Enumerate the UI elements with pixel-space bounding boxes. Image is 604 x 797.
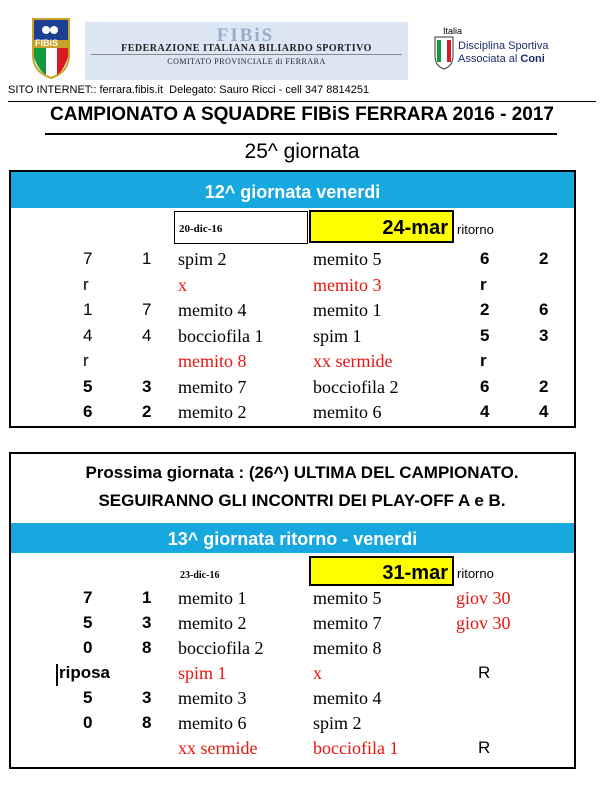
federation-name: FEDERAZIONE ITALIANA BILIARDO SPORTIVO (121, 43, 372, 54)
score-first-home: 5 (83, 376, 93, 396)
section-2-date-first: 23-dic-16 (180, 570, 220, 581)
section-1-heading: 12^ giornata venerdi (11, 172, 574, 208)
away-team: bocciofila 1 (313, 738, 399, 758)
score-first-away: 8 (142, 713, 152, 732)
away-team: bocciofila 2 (313, 376, 399, 397)
score-first-home: 4 (83, 325, 93, 345)
score-first-home: riposa (59, 663, 111, 682)
section-1-return-label: ritorno (457, 222, 494, 237)
home-team: x (178, 274, 187, 295)
next-round-line-1: Prossima giornata : (26^) ULTIMA DEL CAMPIONATO. (85, 463, 519, 482)
coni-line-2: Associata al Coni (458, 53, 545, 65)
result-row (0, 613, 604, 639)
result-row (0, 326, 604, 352)
return-note: giov 30 (456, 613, 511, 633)
score-first-away: 2 (142, 402, 152, 421)
score-first-away: 3 (142, 613, 152, 632)
score-return-home: 2 (480, 300, 490, 319)
score-return-away: 2 (539, 249, 549, 268)
result-row (0, 738, 604, 764)
away-team: xx sermide (313, 351, 393, 371)
score-return-home: r (480, 351, 487, 370)
score-return-away: 6 (539, 300, 549, 319)
result-row (0, 249, 604, 275)
away-team: memito 5 (313, 588, 382, 608)
score-first-home: 7 (83, 249, 93, 268)
score-return-home: r (480, 274, 487, 294)
banner-rule (91, 54, 402, 55)
home-team: memito 7 (178, 376, 247, 397)
home-team: memito 2 (178, 402, 247, 422)
score-first-away: 8 (142, 638, 152, 657)
home-team: bocciofila 2 (178, 638, 264, 658)
result-row (0, 402, 604, 428)
home-team: bocciofila 1 (178, 325, 264, 346)
section-2-return-label: ritorno (457, 566, 494, 581)
return-note: giov 30 (456, 588, 511, 608)
title-underline (45, 133, 557, 135)
return-note: R (478, 738, 491, 757)
away-team: spim 1 (313, 325, 362, 346)
away-team: memito 3 (313, 274, 382, 295)
away-team: memito 4 (313, 688, 382, 708)
score-first-home: 0 (83, 713, 93, 732)
score-return-away: 4 (539, 402, 549, 421)
round-label: 25^ giornata (244, 140, 360, 163)
home-team: spim 1 (178, 663, 227, 683)
section-2-date-return: 31-mar (309, 556, 454, 586)
score-first-away: 7 (142, 300, 152, 319)
section-1-date-first: 20-dic-16 (174, 211, 308, 244)
result-row (0, 588, 604, 614)
score-return-away: 2 (539, 376, 549, 396)
home-team: memito 6 (178, 713, 247, 733)
federation-banner (85, 22, 408, 80)
away-team: x (313, 663, 322, 683)
coni-shield-icon (434, 36, 454, 70)
score-return-home: 5 (480, 325, 490, 345)
result-row (0, 275, 604, 301)
score-first-away: 3 (142, 376, 152, 396)
coni-logo (432, 26, 592, 76)
away-team: memito 5 (313, 249, 382, 269)
result-row (0, 300, 604, 326)
score-first-home: 6 (83, 402, 93, 421)
score-return-home: 6 (480, 376, 490, 396)
home-team: memito 1 (178, 588, 247, 608)
home-team: memito 3 (178, 688, 247, 708)
score-first-home: 1 (83, 300, 93, 319)
score-first-away: 1 (142, 249, 152, 268)
contact-line: SITO INTERNET:: ferrara.fibis.it Delegato: Sauro Ricci - cell 347 8814251 (8, 84, 370, 96)
fibis-logo-text: FIBiS (35, 38, 59, 48)
coni-italia: Italia (443, 26, 463, 36)
score-first-away: 3 (142, 688, 152, 707)
section-1-date-return: 24-mar (309, 210, 454, 243)
score-first-home: r (83, 351, 89, 370)
score-first-home: 5 (83, 613, 93, 632)
home-team: memito 8 (178, 351, 247, 371)
score-first-away: 4 (142, 325, 152, 345)
away-team: memito 1 (313, 300, 382, 320)
away-team: spim 2 (313, 713, 362, 733)
next-round-line-2: SEGUIRANNO GLI INCONTRI DEI PLAY-OFF A e B. (98, 491, 506, 510)
page-title: CAMPIONATO A SQUADRE FIBiS FERRARA 2016 - 2017 (50, 104, 554, 125)
result-row (0, 638, 604, 664)
score-first-home: 0 (83, 638, 93, 657)
score-first-away: 1 (142, 588, 152, 607)
banner-logo-text: FIBiS (216, 25, 275, 46)
away-team: memito 7 (313, 613, 382, 633)
section-2-heading: 13^ giornata ritorno - venerdi (11, 523, 574, 553)
fibis-logo (30, 17, 72, 79)
committee-name: COMITATO PROVINCIALE di FERRARA (167, 57, 326, 66)
away-team: memito 8 (313, 638, 382, 658)
score-return-home: 6 (480, 249, 490, 268)
away-team: memito 6 (313, 402, 382, 422)
result-row (0, 351, 604, 377)
home-team: memito 4 (178, 300, 247, 320)
top-divider (8, 101, 596, 102)
score-first-home: 5 (83, 688, 93, 707)
score-first-home: 7 (83, 588, 93, 607)
score-return-away: 3 (539, 325, 549, 345)
score-first-home: r (83, 274, 89, 294)
result-row (0, 663, 604, 689)
coni-line-1: Disciplina Sportiva (458, 40, 549, 52)
home-team: spim 2 (178, 249, 227, 269)
result-row (0, 377, 604, 403)
score-return-home: 4 (480, 402, 490, 421)
home-team: xx sermide (178, 738, 258, 758)
result-row (0, 688, 604, 714)
home-team: memito 2 (178, 613, 247, 633)
result-row (0, 713, 604, 739)
return-note: R (478, 663, 491, 682)
